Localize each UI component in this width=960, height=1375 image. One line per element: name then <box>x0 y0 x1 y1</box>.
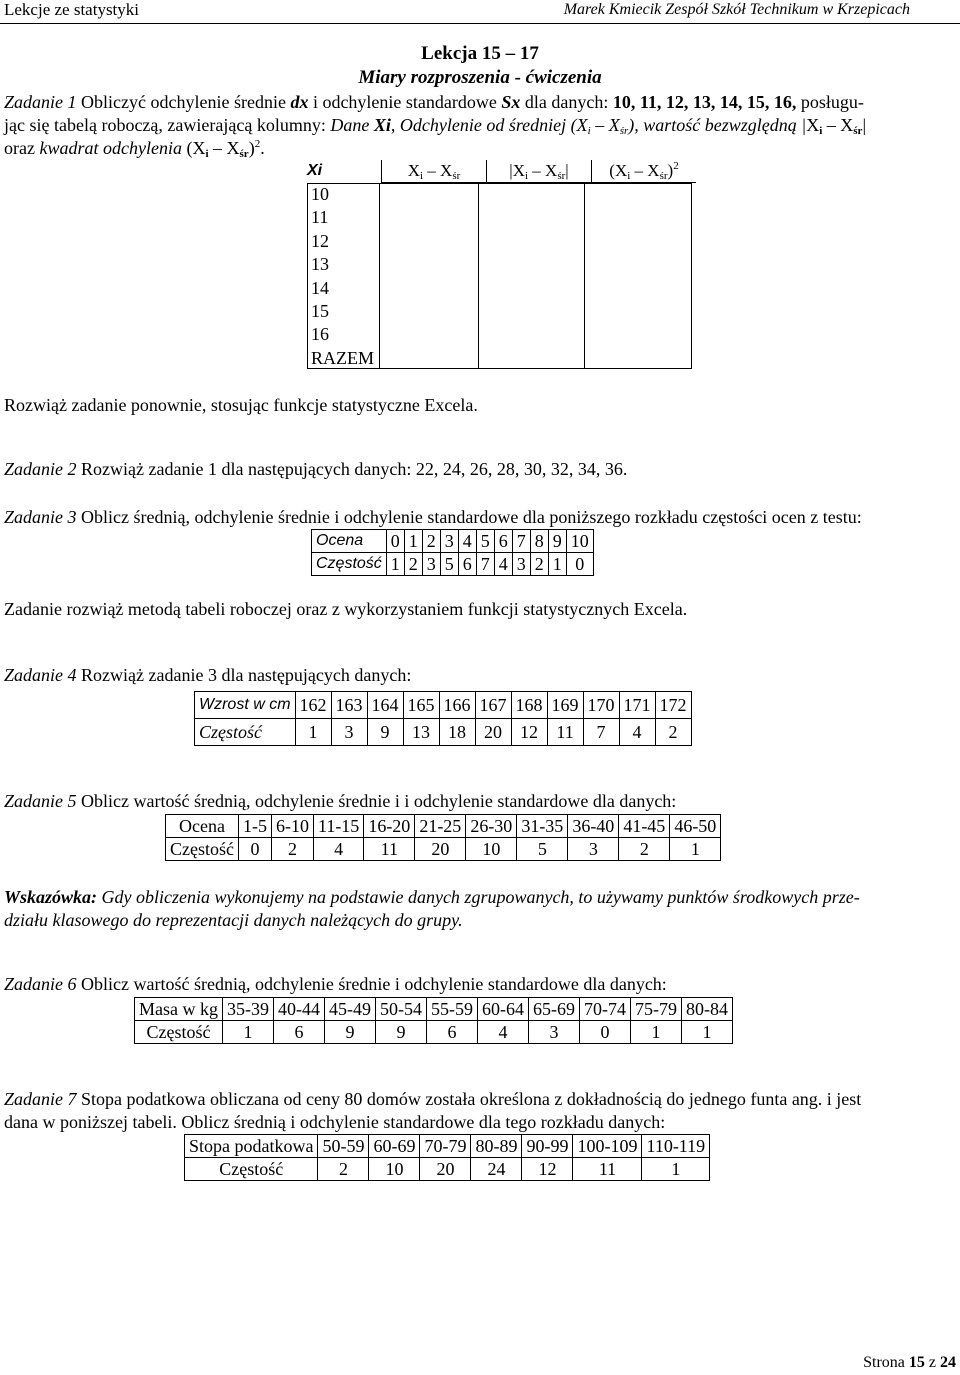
table-cell: Częstość <box>135 1021 223 1044</box>
task1-data: 10, 11, 12, 13, 14, 15, 16, <box>612 92 797 112</box>
table-cell: 6 <box>274 1021 325 1044</box>
table-cell: 20 <box>420 1158 471 1181</box>
task1-work-table <box>307 160 696 183</box>
table-cell: 2 <box>404 553 422 576</box>
table-cell: 3 <box>529 1021 580 1044</box>
header-left: Lekcje ze statystyki <box>4 0 140 19</box>
table-cell: 162 <box>295 692 331 719</box>
table-cell: 10 <box>466 838 517 861</box>
table-cell: 11 <box>547 719 583 746</box>
task1-col-xi: Xi <box>307 162 323 180</box>
table-cell: 9 <box>376 1021 427 1044</box>
table-cell: 172 <box>655 692 691 719</box>
task3-label: Zadanie 3 <box>4 507 77 527</box>
task3-after: Zadanie rozwiąż metodą tabeli roboczej oraz z wykorzystaniem funkcji statystycznych Excela. <box>4 599 688 619</box>
table-row: 10 <box>311 184 329 204</box>
table-cell: 7 <box>476 553 494 576</box>
table-cell: 3 <box>512 553 530 576</box>
task5-paragraph: Zadanie 5 Oblicz wartość średnią, odchylenie średnie i i odchylenie standardowe dla danych: <box>4 791 677 811</box>
table-row: RAZEM <box>311 347 374 368</box>
task7-paragraph: Zadanie 7 Stopa podatkowa obliczana od ceny 80 domów została określona z dokładnością do jednego funta ang. i jest dana w poniższej tabeli. Oblicz średnią i odchylenie standardowe dla tego rozkładu danych: <box>4 1089 862 1132</box>
table-cell: 6 <box>458 553 476 576</box>
table-cell: 4 <box>313 838 363 861</box>
table-cell: 4 <box>494 553 512 576</box>
table-cell: 40-44 <box>274 998 325 1021</box>
table-cell: 16-20 <box>364 815 415 838</box>
table-cell: 20 <box>415 838 466 861</box>
table-cell: 3 <box>422 553 440 576</box>
task4-paragraph: Zadanie 4 Rozwiąż zadanie 3 dla następujących danych: <box>4 665 412 685</box>
table-cell: 50-54 <box>376 998 427 1021</box>
table-cell: 10 <box>566 530 593 553</box>
table-cell: Częstość <box>166 838 239 861</box>
table-cell: 10 <box>369 1158 420 1181</box>
table-cell: 46-50 <box>670 815 721 838</box>
table-cell: 5 <box>440 553 458 576</box>
task5-table <box>165 814 721 861</box>
table-cell: 1 <box>642 1158 710 1181</box>
table-row: 16 <box>311 324 329 345</box>
table-cell: 1 <box>386 553 404 576</box>
table-cell: 20 <box>475 719 511 746</box>
table-cell: 13 <box>403 719 439 746</box>
table-cell: Ocena <box>312 530 387 553</box>
table-cell: 11 <box>573 1158 642 1181</box>
table-cell: 65-69 <box>529 998 580 1021</box>
table-cell: 60-69 <box>369 1135 420 1158</box>
task2-label: Zadanie 2 <box>4 459 77 479</box>
table-cell: 2 <box>318 1158 369 1181</box>
table-cell: 171 <box>619 692 655 719</box>
table-row: 11 <box>311 207 329 228</box>
table-cell: 50-59 <box>318 1135 369 1158</box>
table-row: 14 <box>311 277 329 298</box>
table-cell: 2 <box>530 553 548 576</box>
table-cell: 9 <box>548 530 566 553</box>
header-divider <box>0 23 960 24</box>
table-cell: Częstość <box>312 553 387 576</box>
table-cell: 0 <box>386 530 404 553</box>
table-cell: 55-59 <box>427 998 478 1021</box>
table-cell: 0 <box>566 553 593 576</box>
task4-label: Zadanie 4 <box>4 665 77 685</box>
table-cell: 168 <box>511 692 547 719</box>
table-cell: 7 <box>583 719 619 746</box>
task7-table <box>184 1134 710 1181</box>
table-cell: 18 <box>439 719 475 746</box>
table-cell: 4 <box>619 719 655 746</box>
table-cell: 9 <box>367 719 403 746</box>
table-cell: 164 <box>367 692 403 719</box>
table-cell: 3 <box>440 530 458 553</box>
page-number: 15 <box>908 1354 925 1371</box>
table-cell: 167 <box>475 692 511 719</box>
task1-paragraph: Zadanie 1 Obliczyć odchylenie średnie dx i odchylenie standardowe Sx dla danych: 10, 11, 12, 13, 14, 15, 16, posługu- jąc się tabelą roboczą, zawierającą kolumny: Dane Xi, Odchylenie od średniej $(X_i - X_{śr})$, wartość bezwzględną $|X_i - X_{śr}|$ oraz kwadrat odchylenia $(X_i - X_{śr})^2$. <box>4 92 867 160</box>
table-cell: 1 <box>548 553 566 576</box>
table-cell: Ocena <box>166 815 239 838</box>
table-cell: 80-84 <box>682 998 733 1021</box>
table-cell: 4 <box>458 530 476 553</box>
task1-dx: dx <box>290 92 309 112</box>
table-cell: 12 <box>522 1158 573 1181</box>
task6-label: Zadanie 6 <box>4 974 77 994</box>
table-cell: 8 <box>530 530 548 553</box>
task6-paragraph: Zadanie 6 Oblicz wartość średnią, odchylenie średnie i odchylenie standardowe dla danych: <box>4 974 667 994</box>
table-cell: 26-30 <box>466 815 517 838</box>
table-cell: 170 <box>583 692 619 719</box>
table-cell: 1-5 <box>238 815 271 838</box>
task4-table <box>194 691 692 746</box>
table-cell: 6-10 <box>271 815 313 838</box>
table-cell: 7 <box>512 530 530 553</box>
table-cell: 80-89 <box>471 1135 522 1158</box>
table-cell: 35-39 <box>223 998 274 1021</box>
table-cell: 9 <box>325 1021 376 1044</box>
table-cell: 2 <box>655 719 691 746</box>
table-cell: 21-25 <box>415 815 466 838</box>
table-row: 15 <box>311 301 329 322</box>
table-cell: 11 <box>364 838 415 861</box>
table-cell: 2 <box>422 530 440 553</box>
table-cell: 1 <box>631 1021 682 1044</box>
table-cell: 166 <box>439 692 475 719</box>
table-cell: 24 <box>471 1158 522 1181</box>
table-row: 12 <box>311 230 329 251</box>
table-cell: 5 <box>476 530 494 553</box>
page-footer: Strona 15 z 24 <box>863 1354 956 1371</box>
table-cell: 3 <box>568 838 619 861</box>
task1-excel-note: Rozwiąż zadanie ponownie, stosując funkcje statystyczne Excela. <box>4 395 478 415</box>
table-cell: 36-40 <box>568 815 619 838</box>
table-cell: 11-15 <box>313 815 363 838</box>
hint-paragraph: Wskazówka: Gdy obliczenia wykonujemy na podstawie danych zgrupowanych, to używamy punktów środkowych prze- działu klasowego do reprezentacji danych należących do grupy. <box>4 887 860 930</box>
table-cell: 3 <box>331 719 367 746</box>
table-cell: Stopa podatkowa <box>185 1135 318 1158</box>
task1-col-abs-deviation: $|X_i - X_{śr}|$ <box>487 160 592 183</box>
table-cell: 70-79 <box>420 1135 471 1158</box>
table-cell: 1 <box>223 1021 274 1044</box>
table-cell: 70-74 <box>580 998 631 1021</box>
table-cell: 110-119 <box>642 1135 710 1158</box>
task2-paragraph: Zadanie 2 Rozwiąż zadanie 1 dla następujących danych: 22, 24, 26, 28, 30, 32, 34, 36. <box>4 459 628 479</box>
table-cell: 6 <box>494 530 512 553</box>
table-cell: 165 <box>403 692 439 719</box>
task1-values-column <box>311 183 374 370</box>
table-cell: 2 <box>619 838 670 861</box>
table-cell: 0 <box>580 1021 631 1044</box>
table-row: 13 <box>311 254 329 275</box>
table-cell: Częstość <box>195 719 296 746</box>
task3-paragraph: Zadanie 3 Oblicz średnią, odchylenie średnie i odchylenie standardowe dla poniższego rozkładu częstości ocen z testu: <box>4 507 862 527</box>
table-cell: 100-109 <box>573 1135 642 1158</box>
table-cell: 169 <box>547 692 583 719</box>
task5-label: Zadanie 5 <box>4 791 77 811</box>
task1-col-squared-deviation: $(X_i - X_{śr})^2$ <box>592 160 697 183</box>
task7-label: Zadanie 7 <box>4 1089 77 1109</box>
task6-table <box>134 997 733 1044</box>
header-right: Marek Kmiecik Zespół Szkół Technikum w Krzepicach <box>563 1 910 18</box>
table-cell: 1 <box>404 530 422 553</box>
table-cell: 90-99 <box>522 1135 573 1158</box>
table-cell: 41-45 <box>619 815 670 838</box>
task1-sx: Sx <box>501 92 521 112</box>
table-cell: 163 <box>331 692 367 719</box>
task1-label: Zadanie 1 <box>4 92 77 112</box>
table-cell: Częstość <box>185 1158 318 1181</box>
table-cell: 2 <box>271 838 313 861</box>
task1-col-deviation: $X_i - X_{śr}$ <box>382 160 487 183</box>
lesson-subtitle: Miary rozproszenia - ćwiczenia <box>358 67 602 88</box>
lesson-title: Lekcja 15 – 17 <box>421 43 539 64</box>
table-cell: 12 <box>511 719 547 746</box>
hint-label: Wskazówka: <box>4 887 98 907</box>
table-cell: 1 <box>682 1021 733 1044</box>
table-cell: Wzrost w cm <box>195 692 296 719</box>
table-cell: 5 <box>517 838 568 861</box>
table-cell: 1 <box>670 838 721 861</box>
table-cell: 45-49 <box>325 998 376 1021</box>
table-cell: Masa w kg <box>135 998 223 1021</box>
table-cell: 0 <box>238 838 271 861</box>
table-cell: 75-79 <box>631 998 682 1021</box>
table-cell: 60-64 <box>478 998 529 1021</box>
table-cell: 6 <box>427 1021 478 1044</box>
page-total: 24 <box>940 1354 956 1371</box>
task3-table <box>311 529 594 576</box>
table-cell: 1 <box>295 719 331 746</box>
table-cell: 4 <box>478 1021 529 1044</box>
table-cell: 31-35 <box>517 815 568 838</box>
